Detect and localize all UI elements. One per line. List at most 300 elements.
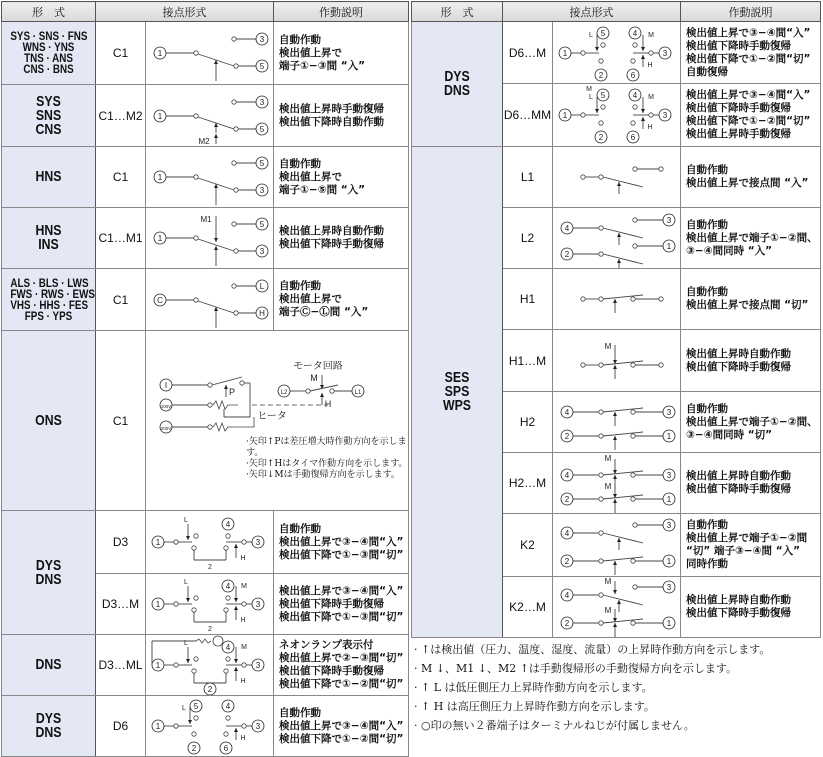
diagram-label: 2 <box>207 685 213 694</box>
contact-point <box>242 663 246 667</box>
contact-point <box>192 732 196 736</box>
note-line: ·矢印↓Mは手動復帰方向を示します。 <box>246 469 400 480</box>
arrow-icon <box>186 536 190 540</box>
diagram-label: H <box>240 617 246 624</box>
arrow-icon <box>186 598 190 602</box>
arrow-icon <box>613 412 617 416</box>
arrow-icon <box>613 561 617 565</box>
diagram-label: 4 <box>564 224 570 233</box>
diagram-label: 5 <box>259 220 265 229</box>
contact-point <box>330 388 334 392</box>
description-line: 自動復帰 <box>686 65 728 78</box>
diagram-label: L <box>182 705 186 712</box>
contact-point <box>649 113 653 117</box>
diagram-label: 4 <box>225 643 231 652</box>
contact-point <box>174 540 178 544</box>
diagram-label: 5 <box>259 159 265 168</box>
table-row <box>412 147 821 208</box>
contact-point <box>599 252 603 256</box>
diagram-label: I <box>164 380 168 390</box>
description-line: 検出値下降で①−③間“切” <box>279 610 404 623</box>
description-line: 検出値上昇で③−④間“入” <box>279 719 404 732</box>
diagram-label: 1 <box>562 111 568 120</box>
contact-point <box>194 534 198 538</box>
contact-point <box>581 362 585 366</box>
diagram-label: M <box>604 341 612 351</box>
diagram-label: 100V <box>160 403 172 409</box>
description-line: 検出値上昇時手動復帰 <box>279 102 384 115</box>
diagram-label: L <box>259 281 265 291</box>
arrow-icon <box>641 109 645 113</box>
diagram-label: H <box>259 308 265 318</box>
contact-point <box>633 585 637 589</box>
arrow-icon <box>617 259 621 263</box>
arrow-icon <box>641 117 645 121</box>
diagram-label: L <box>184 640 188 647</box>
contact-diagram <box>146 208 274 269</box>
header-desc: 作動説明 <box>681 2 821 22</box>
circuit-diagram <box>553 577 681 637</box>
contact-table-right <box>411 1 821 638</box>
description-line: 自動作動 <box>686 164 728 176</box>
arrow-icon <box>613 475 617 479</box>
model-name: DNS <box>35 656 62 673</box>
contact-diagram <box>553 269 681 330</box>
diagram-label: 3 <box>255 538 261 547</box>
contact-point <box>599 58 603 62</box>
operation-description <box>274 635 409 696</box>
contact-point <box>633 523 637 527</box>
operation-description <box>681 22 821 84</box>
diagram-label: L <box>184 579 188 586</box>
contact-point <box>631 362 635 366</box>
model-name: SPS <box>444 383 470 400</box>
diagram-label: ヒータ <box>257 410 287 422</box>
description-line: 自動作動 <box>686 286 728 298</box>
diagram-label: 3 <box>666 471 672 480</box>
contact-diagram <box>553 330 681 392</box>
header-contact: 接点形式 <box>96 2 274 22</box>
table-row <box>2 635 409 696</box>
contact-point <box>649 50 653 54</box>
arrow-icon <box>234 728 238 732</box>
contact-code: C1 <box>96 147 146 208</box>
description-line: 検出値下降時手動復帰 <box>686 102 791 114</box>
contact-diagram <box>553 208 681 269</box>
diagram-label: L <box>184 517 188 524</box>
contact-point <box>242 724 246 728</box>
contact-point <box>599 621 603 625</box>
contact-code: K2 <box>503 514 553 577</box>
model-name: DNS <box>35 724 62 741</box>
contact-point <box>599 497 603 501</box>
model-cell <box>2 696 96 757</box>
description-line: 検出値下降時手動復帰 <box>279 597 384 610</box>
contact-point <box>174 602 178 606</box>
contact-diagram <box>146 22 274 85</box>
diagram-label: 1 <box>666 495 672 504</box>
contact-point <box>194 113 198 117</box>
circuit-diagram <box>553 269 681 329</box>
model-cell <box>2 269 96 331</box>
diagram-label: 5 <box>259 124 265 134</box>
arrow-icon <box>613 499 617 503</box>
contact-diagram <box>553 453 681 514</box>
contact-diagram <box>146 331 409 511</box>
operation-description <box>274 574 409 635</box>
contact-point <box>194 175 198 179</box>
footnote: · M ↓、M1 ↓、M2 ↑は手動復帰形の手動復帰方向を示します。 <box>414 662 738 675</box>
diagram-label: 6 <box>630 133 636 142</box>
model-name: WPS <box>442 397 472 414</box>
description-line: 端子①−③間 “入” <box>279 59 366 72</box>
table-row <box>412 22 821 84</box>
contact-point <box>226 596 230 600</box>
diagram-label: 2 <box>208 564 212 571</box>
arrow-icon <box>617 182 621 186</box>
contact-point <box>631 297 635 301</box>
arrow-icon <box>188 720 192 724</box>
contact-point <box>224 732 228 736</box>
contact-point <box>240 380 244 384</box>
contact-point <box>581 297 585 301</box>
contact-point <box>242 602 246 606</box>
model-name: DYS <box>444 68 470 85</box>
contact-diagram <box>146 85 274 147</box>
diagram-label: 4 <box>225 582 231 591</box>
contact-point <box>599 593 603 597</box>
description-line: 検出値下降時手動復帰 <box>686 483 791 495</box>
contact-point <box>208 402 212 406</box>
arrow-icon <box>320 393 324 397</box>
contact-point <box>192 669 196 673</box>
model-name: CNS <box>35 120 62 138</box>
operation-description <box>681 269 821 330</box>
contact-point <box>601 105 605 109</box>
contact-point <box>631 434 635 438</box>
operation-description <box>274 696 409 757</box>
description-line: 同時作動 <box>686 558 728 570</box>
description-line: 自動作動 <box>279 157 321 170</box>
contact-diagram <box>146 147 274 208</box>
note-line: ·矢印↑Hはタイマ作動方向を示します。 <box>246 458 408 469</box>
circuit-diagram <box>146 512 274 572</box>
description-line: 検出値上昇で③−④間“入” <box>279 584 404 597</box>
diagram-label: M <box>648 31 654 39</box>
arrow-icon <box>234 667 238 671</box>
diagram-label: 3 <box>662 48 668 58</box>
model-name: WNS · YNS <box>22 40 75 54</box>
diagram-label: モータ回路 <box>293 360 343 372</box>
diagram-label: 1 <box>157 111 163 121</box>
circuit-diagram <box>146 23 274 83</box>
contact-point <box>599 434 603 438</box>
description-line: 検出値上昇で端子①−②間 <box>686 532 808 544</box>
description-line: 自動作動 <box>686 519 728 531</box>
diagram-label: M <box>586 86 592 93</box>
contact-point <box>601 42 605 46</box>
diagram-label: 2 <box>564 557 570 566</box>
model-name: HNS <box>35 222 62 239</box>
diagram-label: L <box>589 31 593 39</box>
description-line: ネオンランプ表示付 <box>279 639 374 651</box>
diagram-label: 2 <box>208 626 212 633</box>
circuit-diagram <box>553 23 681 83</box>
contact-point <box>633 42 637 46</box>
circuit-diagram <box>146 696 274 756</box>
model-name: TNS · ANS <box>24 51 73 65</box>
diagram-label: 1 <box>155 538 161 547</box>
description-line: 検出値上昇で <box>279 170 342 183</box>
contact-point <box>633 218 637 222</box>
description-line: ③−④間同時 “入” <box>686 244 773 257</box>
contact-point <box>242 540 246 544</box>
contact-diagram <box>146 635 274 696</box>
circuit-diagram <box>553 515 681 575</box>
description-line: 検出値上昇で②−③間“切” <box>279 652 404 664</box>
contact-code: H1 <box>503 269 553 330</box>
model-cell <box>2 147 96 208</box>
diagram-label: 2 <box>564 432 570 441</box>
contact-point <box>631 58 635 62</box>
footnote: · ↑ H は高圧側圧力上昇時作動方向を示します。 <box>414 700 655 713</box>
description-line: 検出値上昇時自動作動 <box>686 347 791 360</box>
diagram-label: 1 <box>157 49 163 58</box>
contact-point <box>581 175 585 179</box>
diagram-label: 2 <box>564 250 570 259</box>
operation-description <box>681 514 821 577</box>
circuit-diagram <box>553 392 681 452</box>
arrow-icon <box>641 55 645 59</box>
contact-point <box>234 249 238 253</box>
model-name: DNS <box>444 82 470 99</box>
contact-code: C1…M1 <box>96 208 146 269</box>
model-cell <box>412 147 503 638</box>
description-line: 端子Ⓒ−Ⓛ間 “入” <box>279 306 369 318</box>
contact-point <box>581 50 585 54</box>
header-model: 形 式 <box>412 2 503 22</box>
contact-point <box>633 244 637 248</box>
model-name: FPS · YPS <box>24 308 73 323</box>
model-name: DYS <box>35 556 62 574</box>
model-name: ALS · BLS · LWS <box>10 275 89 290</box>
operation-description <box>274 208 409 269</box>
table-row <box>2 208 409 269</box>
diagram-label: 4 <box>225 520 231 529</box>
table-row <box>2 331 409 511</box>
table-row <box>2 696 409 757</box>
diagram-label: 200V <box>160 425 172 431</box>
contact-point <box>194 51 198 55</box>
diagram-label: 4 <box>564 591 570 600</box>
arrow-icon <box>234 598 238 602</box>
diagram-label: M <box>604 482 612 491</box>
diagram-label: 3 <box>666 521 672 530</box>
operation-description <box>274 22 409 85</box>
diagram-label: 5 <box>193 702 199 711</box>
diagram-label: 3 <box>255 722 261 731</box>
contact-point <box>232 99 236 103</box>
arrow-icon <box>613 590 617 594</box>
circuit-diagram <box>146 86 274 146</box>
description-line: 検出値上昇で <box>279 293 342 305</box>
arrow-icon <box>214 134 218 138</box>
header-model: 形 式 <box>2 2 96 22</box>
contact-point <box>192 608 196 612</box>
operation-description <box>274 511 409 574</box>
contact-code: D3 <box>96 511 146 574</box>
circuit-diagram <box>146 270 274 330</box>
description-line: 検出値上昇時自動作動 <box>279 225 384 237</box>
diagram-label: H <box>240 678 246 685</box>
description-line: 検出値上昇で③−④間“入” <box>686 26 811 39</box>
header-desc: 作動説明 <box>274 2 409 22</box>
arrow-icon <box>214 238 218 242</box>
contact-code: H2…M <box>503 453 553 514</box>
contact-point <box>631 473 635 477</box>
diagram-label: 4 <box>632 28 638 38</box>
contact-diagram <box>553 514 681 577</box>
diagram-label: 3 <box>666 216 672 225</box>
contact-code: D6 <box>96 696 146 757</box>
contact-code: H1…M <box>503 330 553 392</box>
model-name: SYS <box>36 92 61 110</box>
diagram-label: 4 <box>564 529 570 538</box>
description-line: 自動作動 <box>686 218 728 231</box>
contact-code: D3…M <box>96 574 146 635</box>
diagram-label: L <box>589 94 593 101</box>
contact-code: D6…M <box>503 22 553 84</box>
diagram-label: 2 <box>564 619 570 628</box>
circuit-diagram <box>146 635 274 695</box>
description-line: 検出値下降で①−②間“切” <box>686 115 811 127</box>
contact-diagram <box>146 696 274 757</box>
description-line: 検出値上昇で接点間 “切” <box>686 299 809 311</box>
contact-code: C1 <box>96 269 146 331</box>
diagram-label: 3 <box>666 408 672 417</box>
circuit-diagram <box>553 147 681 207</box>
description-line: “切” 端子③−④間 “入” <box>686 545 800 557</box>
diagram-label: 4 <box>564 408 570 417</box>
diagram-label: H <box>647 61 653 69</box>
description-line: 自動作動 <box>279 522 321 535</box>
diagram-label: M <box>241 583 247 590</box>
contact-diagram <box>553 84 681 147</box>
diagram-label: 1 <box>666 557 672 566</box>
diagram-label: 3 <box>259 247 265 256</box>
contact-point <box>659 167 663 171</box>
circuit-diagram <box>553 208 681 268</box>
description-line: 検出値下降で①−②間“切” <box>686 52 811 65</box>
contact-code: C1 <box>96 22 146 85</box>
contact-point <box>599 559 603 563</box>
description-line: 検出値下降で①−②間“切” <box>279 732 404 745</box>
description-line: 検出値下降時手動復帰 <box>686 360 791 373</box>
diagram-label: 5 <box>600 91 606 100</box>
neon-lamp-icon <box>213 636 223 646</box>
diagram-label: 1 <box>562 48 568 58</box>
diagram-label: 3 <box>255 661 261 670</box>
contact-table-left <box>1 1 409 757</box>
model-name: DNS <box>35 570 62 588</box>
arrow-icon <box>234 606 238 610</box>
circuit-diagram <box>146 361 408 437</box>
diagram-label: 1 <box>155 661 161 670</box>
arrow-icon <box>613 623 617 627</box>
description-line: 自動作動 <box>279 280 321 292</box>
model-name: VHS · HHS · FES <box>10 297 89 312</box>
arrow-icon <box>186 659 190 663</box>
arrow-icon <box>613 365 617 369</box>
contact-diagram <box>553 577 681 638</box>
diagram-label: M <box>648 94 654 101</box>
contact-code: L1 <box>503 147 553 208</box>
table-row <box>2 85 409 147</box>
description-line: 自動作動 <box>686 402 728 415</box>
description-line: 検出値上昇で端子①−②間、 <box>686 231 818 244</box>
contact-point <box>194 236 198 240</box>
contact-point <box>208 424 212 428</box>
contact-code: H2 <box>503 392 553 453</box>
operation-description <box>681 577 821 638</box>
contact-point <box>232 283 236 287</box>
model-cell <box>2 635 96 696</box>
table-row <box>2 511 409 574</box>
model-cell <box>2 208 96 269</box>
contact-point <box>599 121 603 125</box>
description-line: 検出値上昇時自動作動 <box>686 594 791 606</box>
arrow-icon <box>641 47 645 51</box>
model-name: INS <box>38 236 59 253</box>
arrow-icon <box>234 544 238 548</box>
contact-code: L2 <box>503 208 553 269</box>
model-name: SNS <box>35 106 62 124</box>
diagram-label: 4 <box>225 702 231 711</box>
contact-point <box>306 388 310 392</box>
contact-point <box>174 663 178 667</box>
contact-code: D6…MM <box>503 84 553 147</box>
diagram-label: 3 <box>259 97 265 107</box>
description-line: 検出値上昇時手動復帰 <box>686 128 791 140</box>
model-name: ONS <box>35 411 62 429</box>
diagram-label: 1 <box>155 722 161 731</box>
contact-diagram <box>146 574 274 635</box>
arrow-icon <box>617 538 621 542</box>
arrow-icon <box>617 600 621 604</box>
operation-description <box>681 453 821 514</box>
note-line: ·矢印↑Pは差圧増大時作動方向を示します。 <box>246 436 407 458</box>
diagram-label: M1 <box>200 215 212 224</box>
model-cell <box>2 85 96 147</box>
description-line: 自動作動 <box>279 706 321 719</box>
description-line: 検出値下降時手動復帰 <box>279 665 384 677</box>
description-line: 検出値下降で①−③間“切” <box>279 548 404 561</box>
diagram-label: M <box>604 606 612 615</box>
model-name: SES <box>444 369 470 386</box>
contact-code: C1…M2 <box>96 85 146 147</box>
contact-point <box>599 362 603 366</box>
diagram-label: 3 <box>255 600 261 609</box>
diagram-label: H <box>240 555 246 562</box>
model-cell <box>412 22 503 147</box>
contact-point <box>234 64 238 68</box>
contact-point <box>232 161 236 165</box>
description-line: 検出値上昇で <box>279 46 342 59</box>
diagram-label: 1 <box>157 173 163 182</box>
contact-point <box>581 113 585 117</box>
contact-point <box>599 297 603 301</box>
contact-point <box>194 716 198 720</box>
